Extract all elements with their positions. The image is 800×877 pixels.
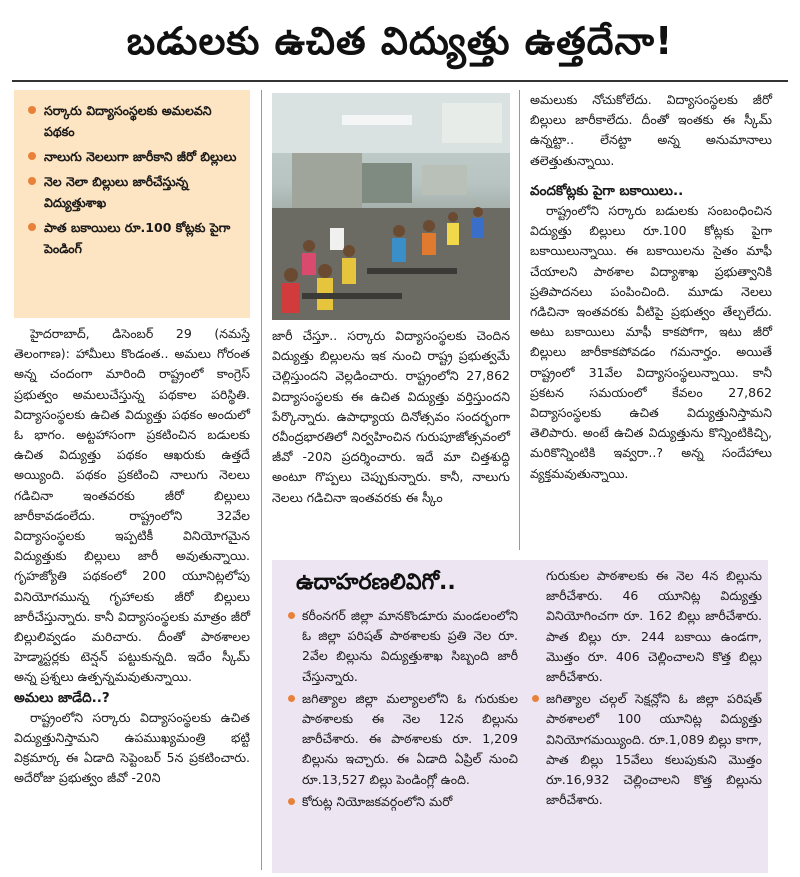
classroom-photo bbox=[272, 93, 510, 320]
highlights-box bbox=[14, 90, 250, 318]
highlights-list bbox=[28, 100, 240, 259]
examples-box bbox=[272, 560, 768, 873]
example-item: కోరుట్ల నియోజకవర్గంలోని మరో bbox=[286, 792, 518, 812]
right-paragraph-2: రాష్ట్రంలోని సర్కారు బడులకు సంబంధించిన విద్యుత్తు బిల్లులు రూ.100 కోట్లకు పైగా బకాయిలున్నాయి. ఈ బకాయిలను సైతం మాఫీ చేయాలని పాఠశాల విద్యాశాఖ ప్రభుత్వానికి ప్రతిపాదనలు పంపించింది. మూడు నెలలు గడిచినా ఇంతవరకు వీటిపై ప్రభుత్వం తేల్చలేదు. అటు బకాయిలు మాఫీ కాకపోగా, ఇటు జీరో బిల్లులు జారీకాకపోవడం గమనార్హం. అయితే రాష్ట్రంలో 31వేల విద్యాసంస్థలున్నాయి. కానీ ప్రకటన సమయంలో కేవలం 27,862 విద్యాసంస్థలకు ఉచిత విద్యుత్తునిస్తామని తెలిపారు. అంటే ఉచిత విద్యుత్తును కొన్నింటికిచ్చి, మరికొన్నింటికి ఇవ్వరా..? అన్న సందేహాలు వ్యక్తమవుతున్నాయి. bbox=[530, 203, 772, 481]
example-item: జగిత్యాల చల్గల్ సెక్షన్లోని ఓ జిల్లా పరిషత్ పాఠశాలలో 100 యూనిట్ల విద్యుత్తు వినియోగమయ్యింది. రూ.1,089 బిల్లు కాగా, పాత బిల్లు 15వేలు కలుపుకుని మొత్తం రూ.16,932 చెల్లించాలని కొత్త బిల్లును జారీచేశారు. bbox=[530, 689, 762, 810]
left-column bbox=[14, 324, 250, 789]
left-paragraph-1: హైదరాబాద్, డిసెంబర్ 29 (నమస్తే తెలంగాణ): హామీలు కొండంత.. అమలు గోరంత అన్న చందంగా మారింది రాష్ట్రంలో కాంగ్రెస్ ప్రభుత్వం అమలుచేస్తున్న పథకాల పరిస్థితి. విద్యాసంస్థలకు ఉచిత విద్యుత్తు పథకం అందులో ఓ భాగం. అట్టహాసంగా ప్రకటించిన బడులకు ఉచిత విద్యుత్తు పథకం ఆఖరుకు ఉత్తదే అయ్యింది. పథకం ప్రకటించి నాలుగు నెలలు గడిచినా ఇంతవరకు జీరో బిల్లులు జారీకావడంలేదు. రాష్ట్రంలోని 32వేల విద్యాసంస్థలకు ఇప్పటికీ వినియోగమైన విద్యుత్తుకు బిల్లులు జారీ అవుతున్నాయి. గృహజ్యోతి పథకంలో 200 యూనిట్లలోపు వినియోగమున్న గృహాలకు జీరో బిల్లులు జారీచేస్తున్నారు. కానీ విద్యాసంస్థలకు మాత్రం జీరో బిల్లులివ్వడం మరిచారు. దీంతో పాఠశాలల హెడ్మాస్టర్లకు టెన్షన్ పట్టుకున్నది. ఇదేం స్కీమ్ అన్న ప్రశ్నలు ఉత్పన్నమవుతున్నాయి. bbox=[14, 326, 250, 685]
middle-column bbox=[272, 326, 510, 508]
example-item: కరీంనగర్ జిల్లా మానకొండూరు మండలంలోని ఓ జిల్లా పరిషత్ పాఠశాలకు ప్రతి నెల రూ. 2వేల బిల్లును విద్యుత్తుశాఖ సిబ్బంది జారీ చేస్తున్నారు. bbox=[286, 606, 518, 687]
subhead-implementation: అమలు జాడేది..? bbox=[14, 689, 110, 706]
left-paragraph-2: రాష్ట్రంలోని సర్కారు విద్యాసంస్థలకు ఉచిత విద్యుత్తునిస్తామని ఉపముఖ్యమంత్రి భట్టి విక్రమార్క ఈ ఏడాది సెప్టెంబర్ 5న ప్రకటించారు. అదేరోజు ప్రభుత్వం జీవో -20ని bbox=[14, 709, 250, 786]
right-paragraph-1: అమలుకు నోచుకోలేదు. విద్యాసంస్థలకు జీరో బిల్లులు జారీకాలేదు. దీంతో ఇంతకు ఈ స్కీమ్ ఉన్నట్టా.. లేనట్టా అన్న అనుమానాలు తలెత్తుతున్నాయి. bbox=[530, 92, 772, 168]
examples-right-column bbox=[530, 566, 762, 812]
headline-rule bbox=[12, 80, 788, 82]
example-item: జగిత్యాల జిల్లా మల్యాలలోని ఓ గురుకుల పాఠశాలకు ఈ నెల 12న బిల్లును జారీచేశారు. ఈ పాఠశాలకు రూ. 1,209 బిల్లును ఇచ్చారు. ఈ ఏడాది ఏప్రిల్ నుంచి రూ.13,527 బిల్లు పెండింగ్లో ఉంది. bbox=[286, 689, 518, 790]
middle-paragraph: జారీ చేస్తూ.. సర్కారు విద్యాసంస్థలకు చెందిన విద్యుత్తు బిల్లులను ఇక నుంచి రాష్ట్ర ప్రభుత్వమే చెల్లిస్తుందని వెల్లడించారు. రాష్ట్రంలోని 27,862 విద్యాసంస్థలకు ఈ ఉచిత విద్యుత్తు వర్తిస్తుందని పేర్కొన్నారు. ఉపాధ్యాయ దినోత్సవం సందర్భంగా రవీంద్రభారతిలో నిర్వహించిన గురుపూజోత్సవంలో జీవో -20ని ప్రదర్శించారు. ఇదే మా చిత్తశుద్ధి అంటూ గొప్పలు చెప్పుకున్నారు. కానీ, నాలుగు నెలలు గడిచినా ఇంతవరకు ఈ స్కీం bbox=[272, 328, 510, 505]
examples-title: ఉదాహరణలివిగో.. bbox=[296, 570, 456, 595]
example-continuation: గురుకుల పాఠశాలకు ఈ నెల 4న బిల్లును జారీచేశారు. 46 యూనిట్ల విద్యుత్తు వినియోగించగా రూ. 162 బిల్లు జారీచేశారు. పాత బిల్లు రూ. 244 బకాయి ఉండగా, మొత్తం రూ. 406 చెల్లించాలని కొత్త బిల్లు జారీచేశారు. bbox=[546, 568, 762, 685]
subhead-arrears: వందకోట్లకు పైగా బకాయిలు.. bbox=[530, 182, 684, 199]
examples-left-column bbox=[286, 606, 518, 814]
highlight-item: నాలుగు నెలలుగా జారీకాని జీరో బిల్లులు bbox=[28, 146, 240, 167]
highlight-item: పాత బకాయిలు రూ.100 కోట్లకు పైగా పెండింగ్ bbox=[28, 217, 240, 259]
column-divider bbox=[261, 90, 262, 870]
highlight-item: నెల నెలా బిల్లులు జారీచేస్తున్న విద్యుత్తుశాఖ bbox=[28, 171, 240, 213]
headline: బడులకు ఉచిత విద్యుత్తు ఉత్తదేనా! bbox=[126, 19, 674, 63]
right-column bbox=[530, 90, 772, 484]
column-divider bbox=[519, 90, 520, 550]
highlight-item: సర్కారు విద్యాసంస్థలకు అమలవని పథకం bbox=[28, 100, 240, 142]
